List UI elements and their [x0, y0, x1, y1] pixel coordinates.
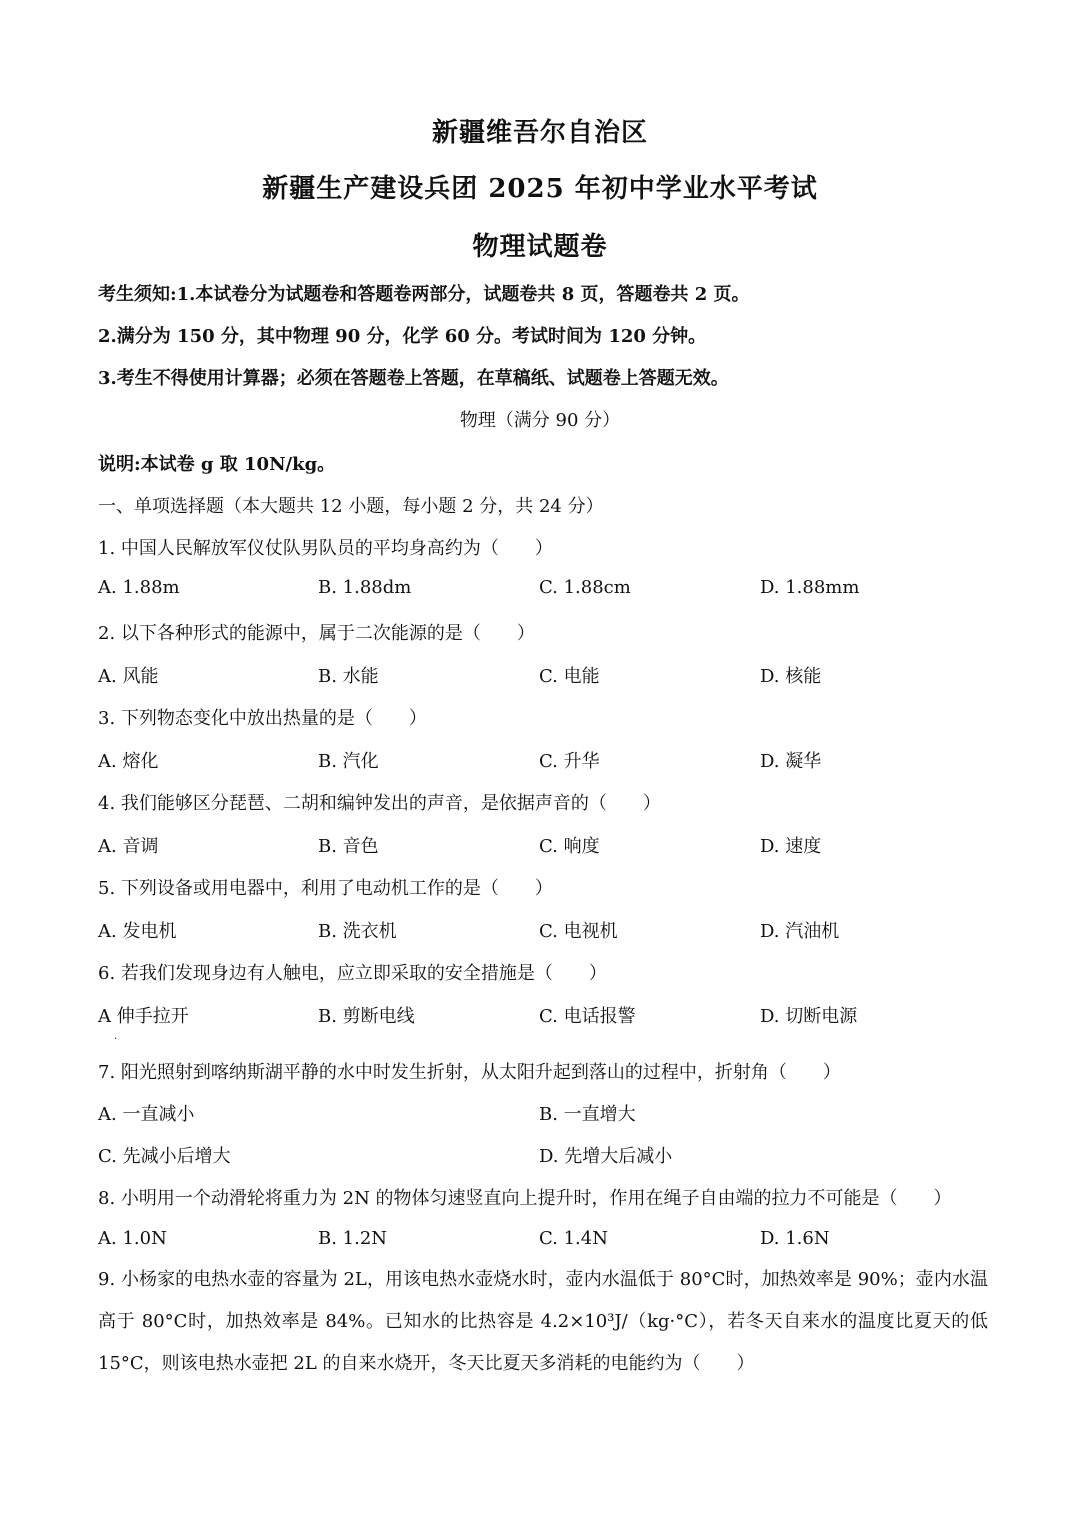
- option-d: D. 切断电源: [760, 1006, 858, 1027]
- option-c: C. 电视机: [539, 921, 618, 942]
- option-a: A. 音调: [98, 836, 159, 857]
- option-d: D. 1.88mm: [760, 577, 860, 598]
- option-c: C. 先减小后增大: [98, 1146, 231, 1167]
- question-stem: 8. 小明用一个动滑轮将重力为 2N 的物体匀速竖直向上提升时，作用在绳子自由端的拉力不可能是（ ）: [98, 1188, 952, 1209]
- option-d: D. 1.6N: [760, 1228, 830, 1249]
- title-subject: 物理试题卷: [472, 232, 608, 262]
- option-c: C. 响度: [539, 836, 600, 857]
- option-b: B. 1.88dm: [318, 577, 412, 598]
- option-a: A. 一直减小: [98, 1104, 195, 1125]
- option-c: C. 1.4N: [539, 1228, 608, 1249]
- option-b: B. 音色: [318, 836, 379, 857]
- option-c: C. 1.88cm: [539, 577, 631, 598]
- question-stem: 4. 我们能够区分琵琶、二胡和编钟发出的声音，是依据声音的（ ）: [98, 793, 661, 814]
- option-a: A 伸手拉开: [98, 1006, 189, 1027]
- option-a: A. 1.88m: [98, 577, 180, 598]
- option-d: D. 先增大后减小: [539, 1146, 673, 1167]
- question-stem: 6. 若我们发现身边有人触电，应立即采取的安全措施是（ ）: [98, 963, 607, 984]
- option-d: D. 速度: [760, 836, 822, 857]
- question-stem: 7. 阳光照射到喀纳斯湖平静的水中时发生折射，从太阳升起到落山的过程中，折射角（ ）: [98, 1062, 841, 1083]
- option-b: B. 水能: [318, 666, 379, 687]
- question-stem: 9. 小杨家的电热水壶的容量为 2L，用该电热水壶烧水时，壶内水温低于 80°C时，加热效率是 90%；壶内水温高于 80°C时，加热效率是 84%。已知水的比热容是 4.2×10³J/（kg·°C），若冬天自来水的温度比夏天的低 15°C，则该电热水壶把 2L 的自来水烧开，冬天比夏天多消耗的电能约为（ ）: [98, 1269, 988, 1374]
- section-heading: 一、单项选择题（本大题共 12 小题，每小题 2 分，共 24 分）: [98, 496, 604, 517]
- option-b: B. 汽化: [318, 751, 379, 772]
- option-b: B. 剪断电线: [318, 1006, 415, 1027]
- option-b: B. 洗衣机: [318, 921, 397, 942]
- option-b: B. 1.2N: [318, 1228, 388, 1249]
- option-c: C. 电能: [539, 666, 600, 687]
- title-region: 新疆维吾尔自治区: [431, 118, 648, 148]
- subject-heading: 物理（满分 90 分）: [459, 410, 621, 431]
- question-stem: 1. 中国人民解放军仪仗队男队员的平均身高约为（ ）: [98, 538, 553, 559]
- notice-line-3: 3.考生不得使用计算器；必须在答题卷上答题，在草稿纸、试题卷上答题无效。: [98, 368, 729, 389]
- explanation: 说明:本试卷 g 取 10N/kg。: [98, 454, 336, 475]
- question-stem: 5. 下列设备或用电器中，利用了电动机工作的是（ ）: [98, 878, 553, 899]
- stray-mark: ·: [114, 1034, 118, 1045]
- option-a: A. 风能: [98, 666, 159, 687]
- question-stem: 3. 下列物态变化中放出热量的是（ ）: [98, 708, 427, 729]
- option-d: D. 汽油机: [760, 921, 840, 942]
- question-stem: 2. 以下各种形式的能源中，属于二次能源的是（ ）: [98, 623, 535, 644]
- notice-line-2: 2.满分为 150 分，其中物理 90 分，化学 60 分。考试时间为 120 分钟。: [98, 326, 707, 347]
- option-d: D. 核能: [760, 666, 822, 687]
- option-b: B. 一直增大: [539, 1104, 636, 1125]
- title-exam: 新疆生产建设兵团 2025 年初中学业水平考试: [262, 174, 818, 204]
- option-c: C. 电话报警: [539, 1006, 636, 1027]
- notice-line-1: 考生须知:1.本试卷分为试题卷和答题卷两部分，试题卷共 8 页，答题卷共 2 页。: [98, 284, 750, 305]
- option-a: A. 发电机: [98, 921, 177, 942]
- option-a: A. 1.0N: [98, 1228, 167, 1249]
- option-a: A. 熔化: [98, 751, 159, 772]
- option-d: D. 凝华: [760, 751, 822, 772]
- option-c: C. 升华: [539, 751, 600, 772]
